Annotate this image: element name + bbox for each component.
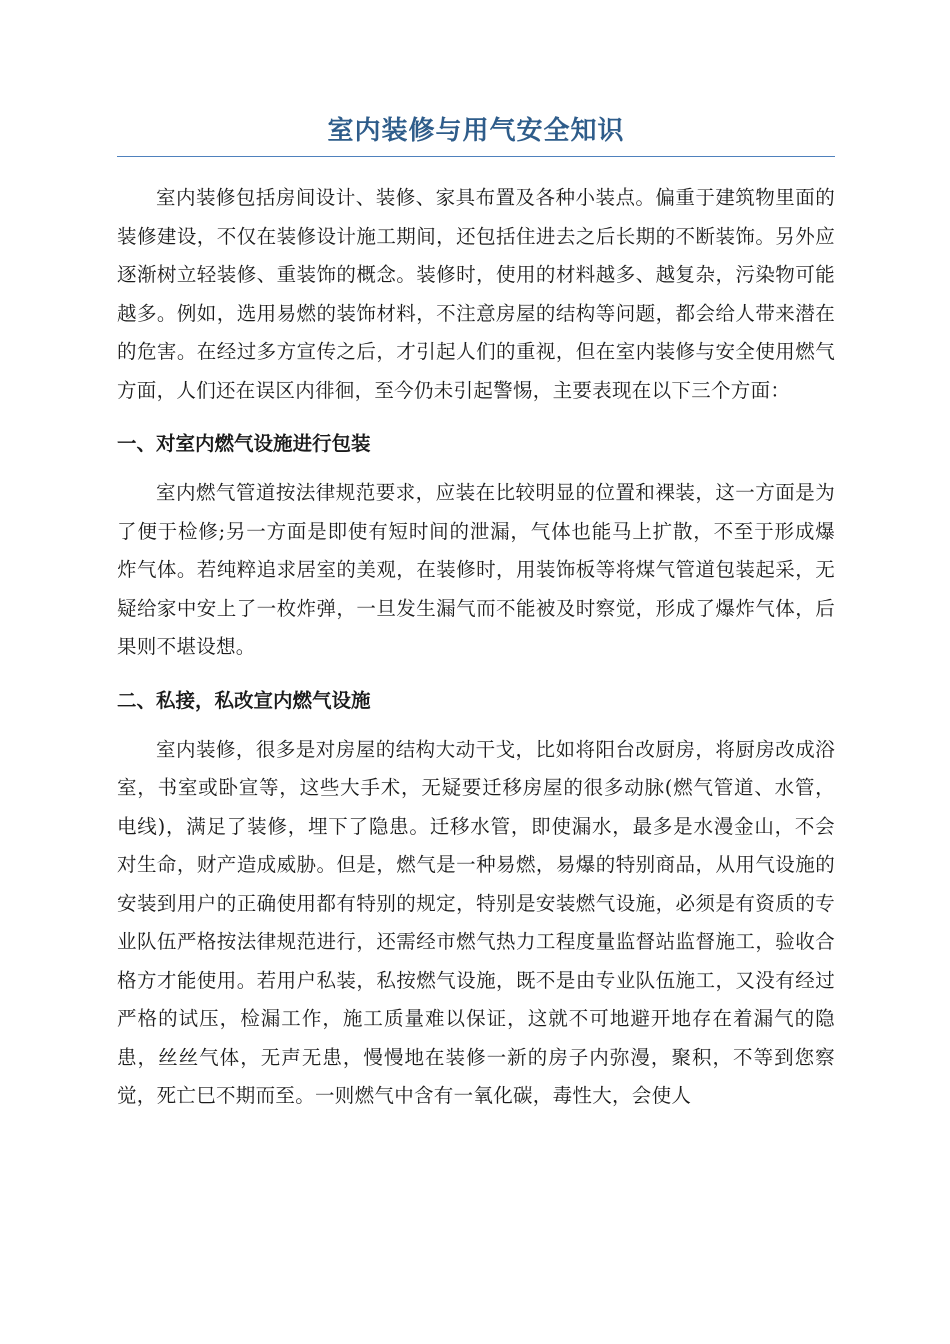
section-heading: 一、对室内燃气设施进行包装 xyxy=(117,432,371,455)
document-page xyxy=(117,108,835,1116)
section-2 xyxy=(117,681,835,1116)
section-heading: 二、私接，私改宣内燃气设施 xyxy=(117,688,371,712)
section-body: 室内燃气管道按法律规范要求，应装在比较明显的位置和裸装，这一方面是为了便于检修;另一方面是即使有短时间的泄漏，气体也能马上扩散，不至于形成爆炸气体。若纯粹追求居室的美观，在装修时，用装饰板等将煤气管道包装起采，无疑给家中安上了一枚炸弹，一旦发生漏气而不能被及时察觉，形成了爆炸气体，后果则不堪设想。 xyxy=(117,481,835,658)
page-title: 室内装修与用气安全知识 xyxy=(117,108,835,157)
intro-paragraph: 室内装修包括房间设计、装修、家具布置及各种小装点。偏重于建筑物里面的装修建设，不仅在装修设计施工期间，还包括住进去之后长期的不断装饰。另外应逐渐树立轻装修、重装饰的概念。装修时，使用的材料越多、越复杂，污染物可能越多。例如，选用易燃的装饰材料，不注意房屋的结构等问题，都会给人带来潜在的危害。在经过多方宣传之后，才引起人们的重视，但在室内装修与安全使用燃气方面，人们还在误区内徘徊，至今仍未引起警惕，主要表现在以下三个方面： xyxy=(117,186,835,402)
section-body: 室内装修，很多是对房屋的结构大动干戈，比如将阳台改厨房，将厨房改成浴室，书室或卧宣等，这些大手术，无疑要迁移房屋的很多动脉(燃气管道、水管，电线)，满足了装修，埋下了隐患。迁移水管，即使漏水，最多是水漫金山，不会对生命，财产造成威胁。但是，燃气是一种易燃，易爆的特别商品，从用气设施的安装到用户的正确使用都有特别的规定，特别是安装燃气设施，必须是有资质的专业队伍严格按法律规范进行，还需经市燃气热力工程度量监督站监督施工，验收合格方才能使用。若用户私装，私按燃气设施，既不是由专业队伍施工，又没有经过严格的试压，检漏工作，施工质量难以保证，这就不可地避开地存在着漏气的隐患，丝丝气体，无声无患，慢慢地在装修一新的房子内弥漫，聚积，不等到您察觉，死亡巳不期而至。一则燃气中含有一氧化碳，毒性大，会使人 xyxy=(117,737,835,1107)
section-1 xyxy=(117,424,835,667)
